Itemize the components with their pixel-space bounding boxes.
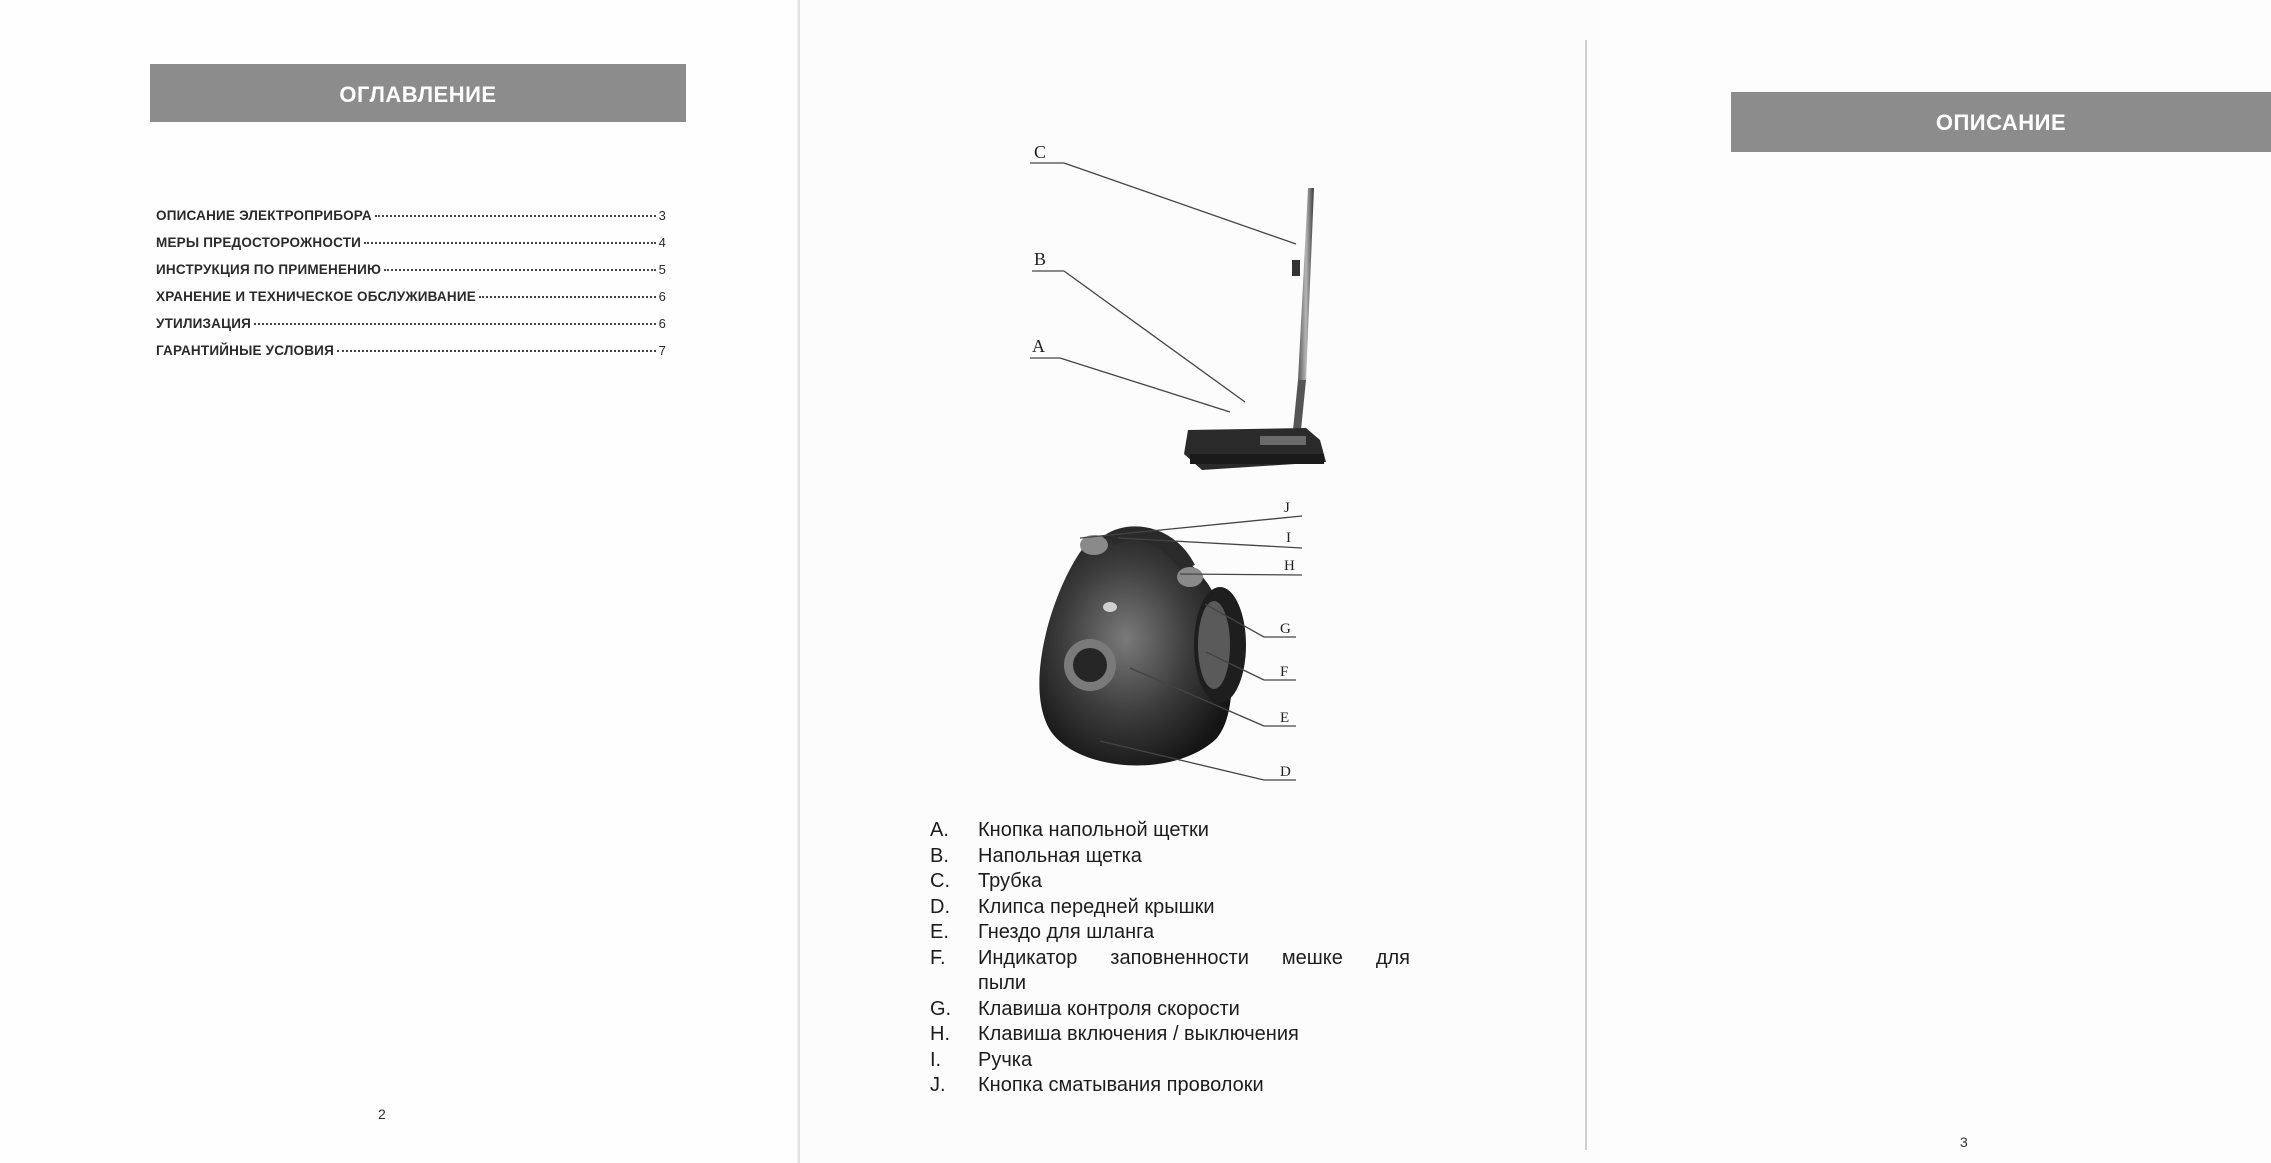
part-text: Клипса передней крышки xyxy=(978,895,1215,918)
part-letter: C. xyxy=(930,870,950,892)
toc-entry-title: ХРАНЕНИЕ И ТЕХНИЧЕСКОЕ ОБСЛУЖИВАНИЕ xyxy=(156,289,476,304)
label-h: H xyxy=(1284,558,1295,574)
parts-list-item xyxy=(930,1048,1410,1074)
floor-brush-base xyxy=(1190,454,1324,464)
part-text: Напольная щетка xyxy=(978,844,1142,867)
toc-entry xyxy=(156,262,666,289)
part-letter: F. xyxy=(930,946,946,969)
power-button xyxy=(1177,567,1203,587)
toc-entry-page: 7 xyxy=(658,343,666,358)
part-letter: A. xyxy=(930,819,949,841)
toc-entry xyxy=(156,289,666,316)
part-letter: D. xyxy=(930,895,950,918)
toc-leader-dots xyxy=(364,242,656,244)
left-page xyxy=(0,0,800,1163)
toc-entry-title: УТИЛИЗАЦИЯ xyxy=(156,316,251,331)
part-text: Кнопка напольной щетки xyxy=(978,819,1209,841)
part-text: Клавиша включения / выключения xyxy=(978,1023,1299,1045)
label-e: E xyxy=(1280,710,1290,726)
part-letter: E. xyxy=(930,921,949,943)
vacuum-body-illustration xyxy=(1039,526,1246,765)
label-j: J xyxy=(1284,500,1290,516)
toc-entry xyxy=(156,316,666,343)
toc-leader-dots xyxy=(479,296,656,298)
toc-leader-dots xyxy=(384,269,655,271)
page-number: 3 xyxy=(1960,1134,1968,1150)
parts-list-item xyxy=(930,1022,1410,1048)
toc-entry xyxy=(156,343,666,370)
wheel-hub xyxy=(1198,601,1230,689)
table-of-contents xyxy=(156,208,666,370)
label-f: F xyxy=(1280,664,1289,680)
hose-socket xyxy=(1073,648,1107,682)
parts-list-item xyxy=(930,844,1410,870)
contents-header: ОГЛАВЛЕНИЕ xyxy=(150,64,686,122)
parts-list-item xyxy=(930,895,1410,921)
part-text: Клавиша контроля скорости xyxy=(978,997,1240,1020)
toc-entry xyxy=(156,235,666,262)
parts-list xyxy=(930,818,1410,1099)
parts-list-item xyxy=(930,920,1410,946)
label-g: G xyxy=(1280,621,1291,637)
tube-joint xyxy=(1292,260,1300,276)
part-text-line: Индикатор заповненности мешке для xyxy=(978,946,1410,969)
toc-entry-page: 6 xyxy=(658,289,666,304)
parts-list-item xyxy=(930,946,1410,997)
tube-upper xyxy=(1298,188,1314,380)
description-header: ОПИСАНИЕ xyxy=(1731,92,2271,152)
parts-list-item xyxy=(930,869,1410,895)
label-i: I xyxy=(1286,530,1291,546)
leader-line-b xyxy=(1064,271,1245,402)
toc-entry-page: 6 xyxy=(658,316,666,331)
toc-entry-title: МЕРЫ ПРЕДОСТОРОЖНОСТИ xyxy=(156,235,362,250)
part-text xyxy=(978,946,1410,997)
toc-leader-dots xyxy=(337,350,656,352)
page-number: 2 xyxy=(378,1106,386,1122)
part-text: Трубка xyxy=(978,870,1042,892)
parts-list-item xyxy=(930,818,1410,844)
parts-list-item xyxy=(930,997,1410,1023)
parts-list-item xyxy=(930,1073,1410,1099)
part-letter: H. xyxy=(930,1023,950,1045)
label-c: C xyxy=(1034,142,1047,162)
toc-entry-page: 3 xyxy=(658,208,666,223)
toc-leader-dots xyxy=(254,323,656,325)
part-letter: B. xyxy=(930,844,949,867)
leader-line-j xyxy=(1080,516,1302,538)
label-a: A xyxy=(1032,336,1045,356)
part-letter: J. xyxy=(930,1074,946,1096)
page-edge xyxy=(1585,40,1587,1150)
part-text: Гнездо для шланга xyxy=(978,921,1155,943)
part-text: Кнопка сматывания проволоки xyxy=(978,1074,1264,1096)
floor-brush-button xyxy=(1260,436,1306,445)
toc-entry-page: 5 xyxy=(658,262,666,277)
part-text-line: пыли xyxy=(978,972,1027,994)
toc-entry-page: 4 xyxy=(658,235,666,250)
toc-entry-title: ОПИСАНИЕ ЭЛЕКТРОПРИБОРА xyxy=(156,208,372,223)
toc-entry xyxy=(156,208,666,235)
part-letter: I. xyxy=(930,1048,942,1071)
vacuum-cleaner-diagram xyxy=(1030,140,1360,800)
toc-entry-title: ИНСТРУКЦИЯ ПО ПРИМЕНЕНИЮ xyxy=(156,262,382,277)
label-b: B xyxy=(1034,249,1047,269)
leader-line-c xyxy=(1064,163,1296,244)
leader-line-a xyxy=(1060,358,1230,412)
part-letter: G. xyxy=(930,997,952,1020)
toc-leader-dots xyxy=(375,215,656,217)
toc-entry-title: ГАРАНТИЙНЫЕ УСЛОВИЯ xyxy=(156,343,334,358)
fill-indicator xyxy=(1103,602,1117,612)
part-text: Ручка xyxy=(978,1048,1033,1071)
label-d: D xyxy=(1280,764,1291,780)
